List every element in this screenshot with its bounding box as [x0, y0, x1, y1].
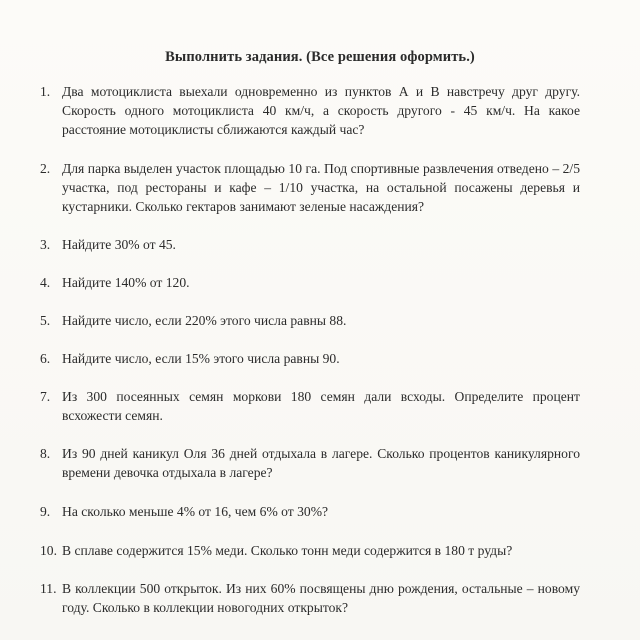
- task-text: В коллекции 500 открыток. Из них 60% посвящены дню рождения, остальные – новому году. Сколько в коллекции новогодних открыток?: [62, 581, 580, 615]
- task-text: Для парка выделен участок площадью 10 га. Под спортивные развлечения отведено – 2/5 участка, под рестораны и кафе – 1/10 участка, на остальной посажены деревья и кустарники. Сколько гектаров занимают зеленые насаждения?: [62, 161, 580, 214]
- task-item-11: [40, 579, 580, 617]
- task-number: 5.: [40, 313, 51, 328]
- task-text: Два мотоциклиста выехали одновременно из пунктов А и В навстречу друг другу. Скорость одного мотоциклиста 40 км/ч, а скорость другого - 45 км/ч. На какое расстояние мотоциклисты сближаются каждый час?: [62, 84, 580, 137]
- task-item-4: [40, 273, 580, 292]
- task-item-6: [40, 349, 580, 368]
- task-item-3: [40, 235, 580, 254]
- task-text: Из 300 посеянных семян моркови 180 семян дали всходы. Определите процент всхожести семян.: [62, 389, 580, 423]
- task-number: 3.: [40, 237, 51, 252]
- task-text: Из 90 дней каникул Оля 36 дней отдыхала в лагере. Сколько процентов каникулярного времени девочка отдыхала в лагере?: [62, 446, 580, 480]
- task-item-5: [40, 311, 580, 330]
- task-text: Найдите 140% от 120.: [62, 275, 190, 290]
- task-number: 4.: [40, 275, 51, 290]
- task-number: 8.: [40, 446, 51, 461]
- task-number: 1.: [40, 84, 51, 99]
- task-number: 2.: [40, 161, 51, 176]
- task-number: 7.: [40, 389, 51, 404]
- task-number: 10.: [40, 543, 57, 558]
- page-title: Выполнить задания. (Все решения оформить.): [165, 49, 475, 65]
- task-item-2: [40, 159, 580, 216]
- task-item-9: [40, 502, 580, 521]
- task-text: Найдите 30% от 45.: [62, 237, 176, 252]
- task-text: На сколько меньше 4% от 16, чем 6% от 30%?: [62, 504, 329, 519]
- task-number: 11.: [40, 581, 57, 596]
- task-number: 6.: [40, 351, 51, 366]
- task-text: Найдите число, если 15% этого числа равны 90.: [62, 351, 340, 366]
- task-item-7: [40, 387, 580, 425]
- task-text: В сплаве содержится 15% меди. Сколько тонн меди содержится в 180 т руды?: [62, 543, 513, 558]
- task-item-8: [40, 444, 580, 482]
- task-number: 9.: [40, 504, 51, 519]
- task-text: Найдите число, если 220% этого числа равны 88.: [62, 313, 347, 328]
- task-item-1: [40, 82, 580, 139]
- task-item-10: [40, 541, 580, 560]
